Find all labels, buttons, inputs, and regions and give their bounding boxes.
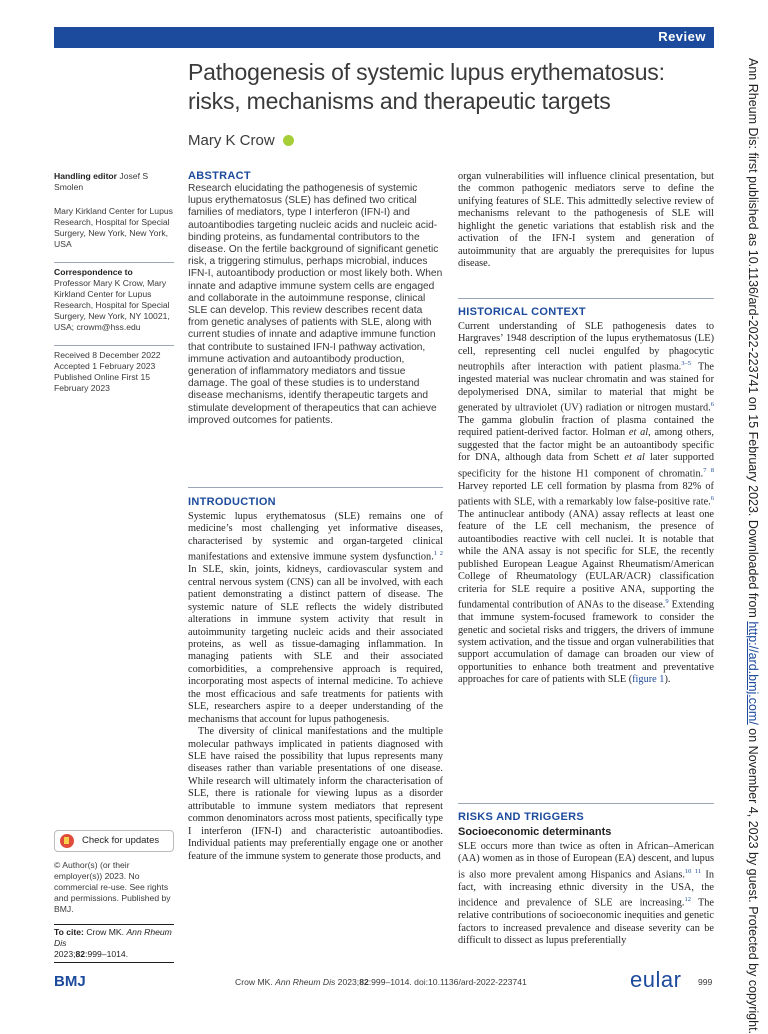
reference-link[interactable]: 9 [665,598,669,606]
journal-link[interactable]: http://ard.bmj.com/ [746,621,760,725]
figure-link[interactable]: figure 1 [632,674,665,686]
footer-citation: Crow MK. Ann Rheum Dis 2023;82:999–1014. doi:10.1136/ard-2022-223741 [235,977,527,987]
copyright-notice: © Author(s) (or their employer(s)) 2023. No commercial re-use. See rights and permissions. Published by BMJ. [54,860,171,914]
reference-link[interactable]: 7 8 [703,466,715,474]
intro-paragraph-2: The diversity of clinical manifestations and the multiple molecular pathways implicated in patients diagnosed with SLE have raised the possibility that lupus represents many diseases rather than variable presentations of one disease. While research will ultimately inform the characterisation of SLE, there is rationale for viewing lupus as a disorder attributable to immune system mediators that represent common denominators across most patients, specifically type I interferon (IFN-I) and characteristic autoantibodies. Individual patients may preferentially engage one or another feature of the immune system to generate those products, and [188,726,443,862]
article-title: Pathogenesis of systemic lupus erythematosus: risks, mechanisms and therapeutic targets [188,59,665,114]
reference-link[interactable]: 6 [710,495,714,503]
dates-block [54,345,174,394]
review-banner [54,27,714,48]
historical-body: Current understanding of SLE pathogenesis dates to Hargraves’ 1948 description of the lupus erythematosus (LE) cell, representing cell nuclei engulfed by phagocytic neutrophils after interaction with patient plasma.$^{3-5}$ The ingested material was nuclear chromatin and was stained for depolymerised DNA, similar to material that might be generated by ultraviolet (UV) radiation or nitrogen mustard.$^6$ The gamma globulin fraction of plasma contained the required patient-derived factor. Holman et al, among others, suggested that the factor might be an autoantibody specific for DNA, although data from Schett et al later supported specificity for the histone H1 component of chromatin.$^{7 8}$ Harvey reported LE cell formation by plasma from 82% of patients with SLE, with a remarkably low false-positive rate.$^6$ The antinuclear antibody (ANA) assay reflects at least one feature of the LE cell mechanism, the presence of autoantibodies reactive with cell nuclei. It is notable that while the ANA assay is not specific for SLE, the recently published European League Against Rheumatism/American College of Rheumatology (EULAR/ACR) classification criteria for SLE require a positive ANA, supporting the fundamental contribution of ANAs to the disease.$^9$ Extending that immune system-focused framework to consider the genetic and societal risks and triggers, the drivers of immune system activation, and the tissue and organ vulnerabilities that support accumulation of damage can broaden our view of opportunities to enhance both treatment and preventative approaches for care of patients with SLE (figure 1). [458,321,715,686]
introduction-body [188,511,443,863]
risks-body: SLE occurs more than twice as often in African–American (AA) women as in those of European (EA) descent, and lupus is also more prevalent among Hispanics and Asians.$^{10 11}$ In fact, with increasing ethnic diversity in the USA, the incidence and prevalence of SLE are increasing.$^{12}$ The relative contributions of socioeconomic inequities and genetic factors to increased prevalence and disease severity can be difficult to dissect as lupus preferentially [458,841,715,947]
reference-link[interactable]: 10 11 [684,867,702,875]
cite-label: To cite: [54,927,84,937]
check-updates-icon [60,834,74,848]
affiliation: Mary Kirkland Center for Lupus Research, Hospital for Special Surgery, New York, New York, USA [54,206,173,249]
banner-label: Review [658,29,706,44]
orcid-icon[interactable] [283,135,294,146]
author-line [188,132,294,149]
handling-editor [54,171,174,193]
cite-volume: 82 [75,949,86,959]
received-date: Received 8 December 2022 [54,350,161,360]
reference-link[interactable]: 3–5 [681,360,691,368]
cite-author: Crow MK. [86,927,125,937]
intro-continuation: organ vulnerabilities will influence clinical presentation, but the common pathogenic mediators serve to define the unifying features of SLE. This admittedly selective review of mechanisms relevant to the pathogenesis of SLE will highlight the genetic variations that establish risk and the activation of the IFN-I system and generation of autoimmunity that are arguably the prerequisites for lupus disease. [458,171,714,270]
cite-box [54,924,174,963]
historical-heading: HISTORICAL CONTEXT [458,306,586,318]
check-updates-label: Check for updates [82,835,160,846]
handling-editor-name: Josef S Smolen [54,171,149,192]
cite-year: 2023; [54,949,76,959]
intro-paragraph-1: Systemic lupus erythematosus (SLE) remains one of medicine’s most challenging yet informative diseases, characterised by systemic and organ-targeted clinical manifestations and extensive immune system dysfunction.$^{1 2}$ In SLE, skin, joints, kidneys, cardiovascular system and central nervous system (CNS) can all be involved, with each patient demonstrating a distinct pattern of disease. The systemic nature of SLE reflects the widely distributed alterations in immune system activity that result in autoimmunity targeting nucleic acids and their associated proteins, as well as tissue-damaging inflammation. In managing patients with SLE and their associated comorbidities, a comprehensive approach is required, incorporating most aspects of internal medicine. To achieve the most efficacious and safe treatments for patients with SLE, researchers aspire to a deeper understanding of the mechanisms that account for lupus pathogenesis. [188,511,443,725]
reference-link[interactable]: 12 [684,896,691,904]
reference-link[interactable]: 6 [710,401,714,409]
download-notice: Ann Rheum Dis: first published as 10.1136/ard-2022-223741 on 15 February 2023. Downloaded from http://ard.bmj.com/ on November 4, 2023 by guest. Protected by copyright. [746,58,760,1034]
risks-subheading: Socioeconomic determinants [458,826,612,838]
page-number: 999 [698,977,713,987]
eular-logo: eular [630,967,682,992]
risks-heading: RISKS AND TRIGGERS [458,811,585,823]
abstract-heading: ABSTRACT [188,170,251,182]
bmj-logo: BMJ [54,973,86,990]
author-name: Mary K Crow [188,132,275,149]
reference-link[interactable]: 1 2 [433,550,443,558]
correspondence-label: Correspondence to [54,267,133,277]
cite-pages: :999–1014. [85,949,129,959]
correspondence-block [54,262,174,333]
correspondence-text: Professor Mary K Crow, Mary Kirkland Center for Lupus Research, Hospital for Special Surgery, New York, NY 10021, USA; crowm@hss.edu [54,278,170,332]
published-date: Published Online First 15 February 2023 [54,372,151,393]
handling-editor-label: Handling editor [54,171,118,181]
check-for-updates-button[interactable] [54,830,174,852]
accepted-date: Accepted 1 February 2023 [54,361,156,371]
abstract-text: Research elucidating the pathogenesis of systemic lupus erythematosus (SLE) has defined two critical families of mediators, type I interferon (IFN-I) and autoantibodies targeting nucleic acids and nucleic acid-binding proteins, as fundamental contributors to the disease. On the fertile background of significant genetic risk, a triggering stimulus, perhaps microbial, induces IFN-I, autoantibody production or most likely both. When innate and adaptive immune system cells are engaged and collaborate in the autoimmune response, clinical SLE can develop. This review describes recent data from genetic analyses of patients with SLE, along with current studies of innate and adaptive immune function that contribute to sustained IFN-I pathway activation, immune activation and autoantibody production, generation of inflammatory mediators and tissue damage. The goal of these studies is to understand disease mechanisms, identify therapeutic targets and stimulate development of therapeutics that can achieve improved outcomes for patients. [188,183,443,426]
cite-journal: Ann Rheum Dis [54,927,172,948]
introduction-heading: INTRODUCTION [188,496,276,508]
